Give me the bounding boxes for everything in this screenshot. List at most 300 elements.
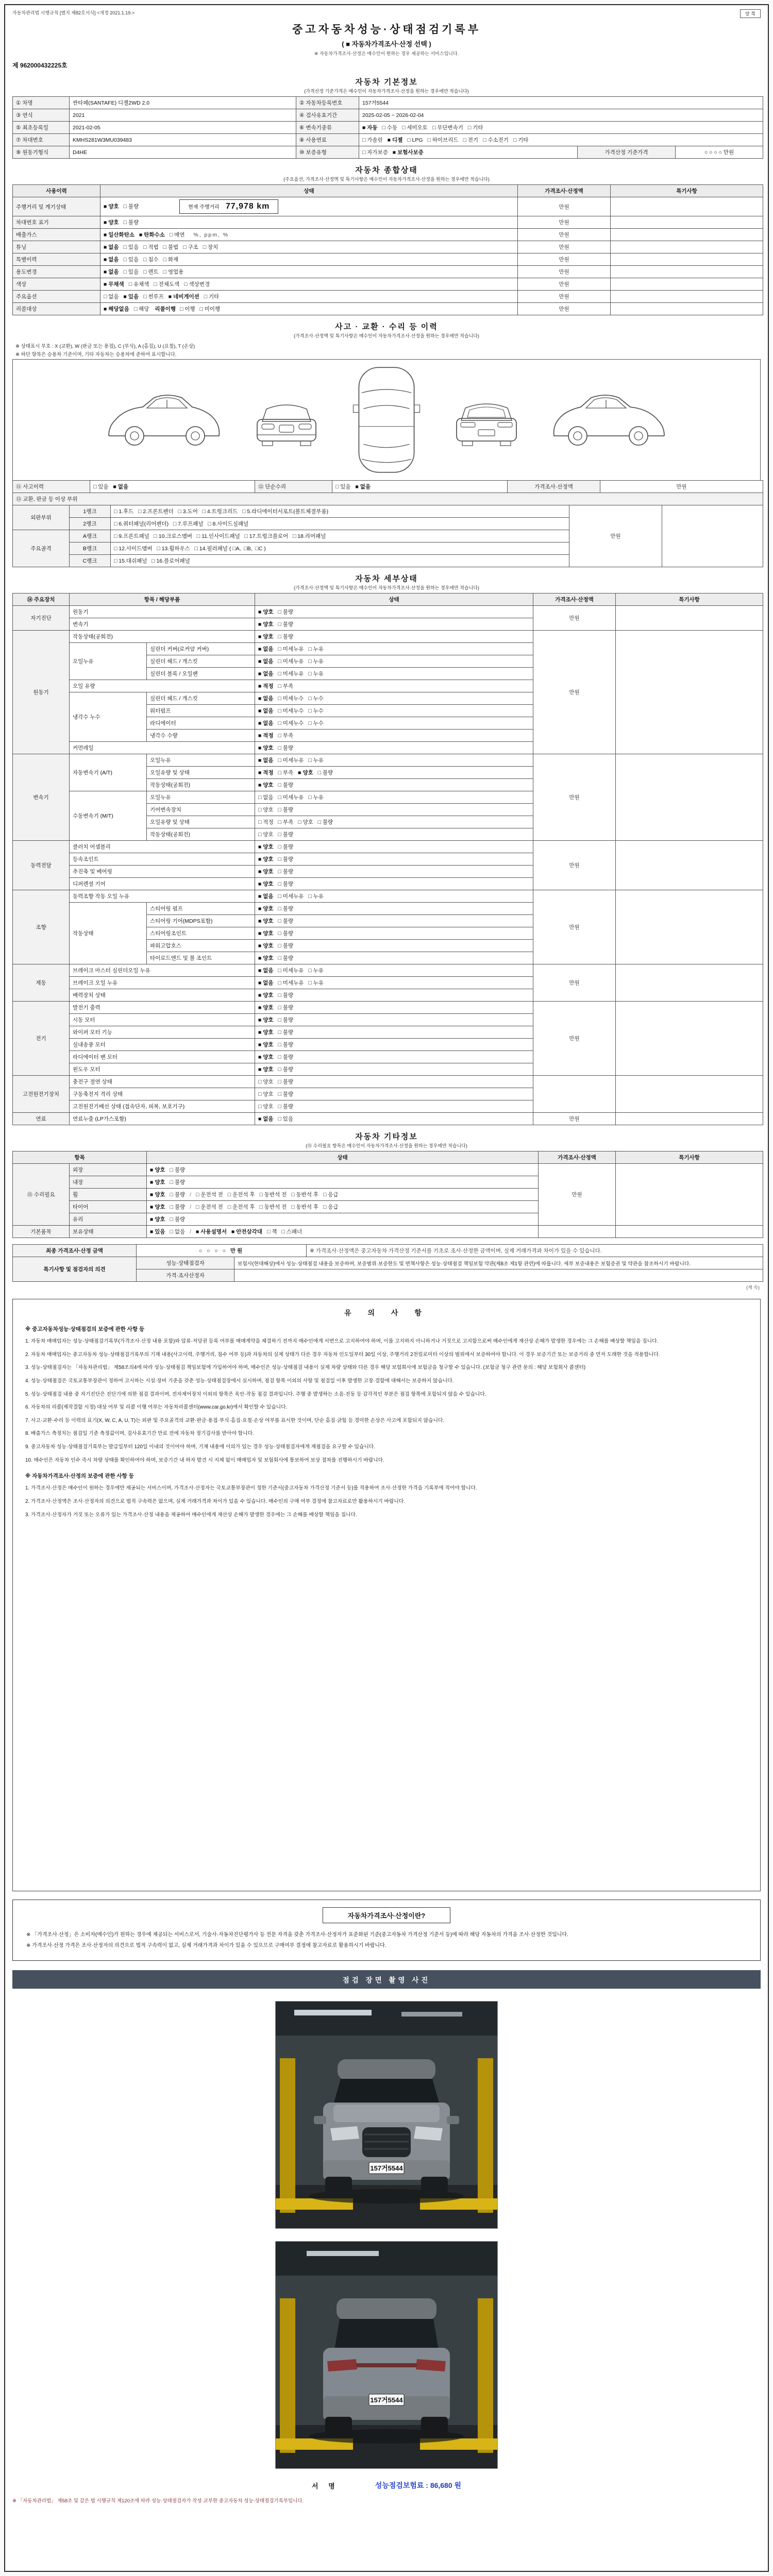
checkbox-option[interactable]: □ 있음: [93, 484, 109, 490]
license-plate-text-front: 157거5544: [370, 2164, 403, 2172]
table-row: [13, 253, 763, 266]
checkbox-option[interactable]: □ 부족: [278, 770, 294, 776]
checkbox-option[interactable]: □ 누유: [308, 757, 324, 764]
checkbox-option[interactable]: □ 색상변경: [184, 281, 210, 287]
state-cell: [255, 631, 533, 643]
checkbox-option[interactable]: ■ 없음: [258, 671, 274, 677]
checkbox-option[interactable]: ■ 양호: [150, 1179, 165, 1185]
price-cell: 만원: [600, 481, 763, 493]
final-price-note: ※ 가격조사·산정액은 중고자동차 가격산정 기준서를 기초로 조사·산정한 금액이며, 실제 거래가격과 차이가 있을 수 있습니다.: [307, 1245, 763, 1257]
checkbox-option[interactable]: □ 응급: [323, 1192, 339, 1198]
checkbox-option[interactable]: ■ 있음: [123, 294, 139, 300]
item-label: 시동 모터: [70, 1014, 255, 1026]
checkbox-option[interactable]: ■ 양호: [258, 1005, 274, 1011]
field-label-vin: ⑦ 차대번호: [13, 134, 70, 146]
checkbox-option[interactable]: □ 운전석 후: [227, 1192, 255, 1198]
checkbox-option[interactable]: □ 불량: [278, 621, 294, 628]
checkbox-option[interactable]: □ 전기: [463, 137, 479, 143]
part-label: 작동상태(공회전): [147, 779, 255, 791]
separator: /: [190, 1229, 192, 1235]
checkbox-option[interactable]: □ 부족: [278, 733, 294, 739]
checkbox-option[interactable]: ■ 없음: [258, 658, 274, 665]
checkbox-option[interactable]: ■ 양호: [258, 906, 274, 912]
checkbox-option[interactable]: □ 불량: [278, 992, 294, 998]
checkbox-option[interactable]: ■ 양호: [258, 1017, 274, 1023]
note-cell: [611, 253, 763, 266]
checkbox-option[interactable]: □ 양호: [258, 1104, 274, 1110]
notes-subtitle-1: ※ 중고자동차성능·상태점검의 보증에 관한 사항 등: [25, 1326, 145, 1332]
checkbox-option[interactable]: □ 있음: [123, 269, 139, 275]
column-header: 상태: [147, 1151, 539, 1164]
checkbox-option[interactable]: ■ 양호: [258, 1042, 274, 1048]
checkbox-option[interactable]: ■ 없음: [258, 980, 274, 986]
checkbox-option[interactable]: ■ 해당없음: [104, 306, 129, 312]
checkbox-option[interactable]: ■ 양호: [258, 634, 274, 640]
checkbox-option[interactable]: ■ 없음: [258, 757, 274, 764]
device-label: 전기: [13, 1002, 70, 1076]
checkbox-option[interactable]: ■ 없음: [258, 893, 274, 900]
checkbox-option[interactable]: ■ 양호: [258, 869, 274, 875]
rank-name: B랭크: [70, 543, 111, 555]
checkbox-option[interactable]: □ 불량: [278, 918, 294, 924]
item-label: 브레이크 마스터 실린더오일 누유: [70, 964, 255, 977]
table-row: [13, 481, 763, 493]
checkbox-option[interactable]: ■ 적정: [258, 770, 274, 776]
page-marker: 앞 쪽: [740, 9, 761, 18]
checkbox-option[interactable]: □ 누유: [308, 646, 324, 652]
note-cell: [616, 1002, 763, 1076]
checkbox-option[interactable]: ■ 양호: [258, 1054, 274, 1060]
checkbox-option[interactable]: □ LPG: [407, 137, 423, 143]
state-cell: [255, 730, 533, 742]
checkbox-option[interactable]: □ 불량: [170, 1216, 186, 1223]
state-cell: [147, 1176, 539, 1189]
checkbox-option[interactable]: □ 화재: [163, 257, 179, 263]
checkbox-option[interactable]: ■ 양호: [258, 1066, 274, 1073]
checkbox-option[interactable]: □ 불량: [278, 1029, 294, 1036]
checkbox-option[interactable]: ■ 양호: [258, 992, 274, 998]
checkbox-option[interactable]: ■ 없음: [258, 1116, 274, 1122]
checkbox-option[interactable]: □ 없음: [104, 294, 119, 300]
item-label: 외장: [70, 1164, 147, 1176]
part-label: 작동상태(공회전): [147, 828, 255, 841]
checkbox-option[interactable]: □ 운전석 전: [196, 1204, 223, 1210]
checkbox-option[interactable]: □ 영업용: [163, 269, 184, 275]
photo-section: [12, 1970, 761, 2493]
column-header: 특기사항: [616, 594, 763, 606]
section-title-overall: 자동차 종합상태: [355, 166, 418, 175]
checkbox-option[interactable]: □ 불량: [123, 219, 139, 226]
section-title-history: 사고 · 교환 · 수리 등 이력: [335, 323, 438, 331]
checkbox-option[interactable]: ■ 양호: [150, 1167, 165, 1173]
vin-value: KMHS281W3MU039483: [70, 134, 296, 146]
checkbox-option[interactable]: ■ 적정: [258, 733, 274, 739]
checkbox-option[interactable]: □ 응급: [323, 1204, 339, 1210]
item-label: 커먼레일: [70, 742, 255, 754]
checkbox-option[interactable]: ■ 양호: [258, 930, 274, 937]
checkbox-option[interactable]: □ 부족: [278, 819, 294, 825]
row-label: 튜닝: [13, 241, 100, 253]
checkbox-option[interactable]: ■ 적정: [258, 683, 274, 689]
item-label: 등속조인트: [70, 853, 255, 866]
checkbox-option[interactable]: ■ 없음: [258, 696, 274, 702]
checkbox-option[interactable]: □ 동반석 전: [259, 1192, 287, 1198]
state-cell: [255, 841, 533, 853]
checkbox-option[interactable]: ■ 양호: [258, 782, 274, 788]
checkbox-option[interactable]: ■ 없음: [113, 484, 129, 490]
checkbox-option[interactable]: □ 누유: [308, 980, 324, 986]
row-label: 주요옵션: [13, 291, 100, 303]
note-item: 6. 자동차의 리콜(제작결함 시정) 대상 여부 및 리콜 이행 여부는 자동차리콜센터(www.car.go.kr)에서 확인할 수 있습니다.: [25, 1404, 288, 1411]
row-label: 주행거리 및 계기상태: [13, 197, 100, 216]
item-label: 동력조향 작동 오일 누유: [70, 890, 255, 903]
checkbox-option[interactable]: □ 불량: [317, 819, 333, 825]
accident-history-options: [90, 481, 255, 493]
checkbox-option[interactable]: □ 미이행: [199, 306, 221, 312]
state-cell: [255, 804, 533, 816]
rank-items: □ 1.후드 □ 2.프론트펜더 □ 3.도어 □ 4.트렁크리드 □ 5.라디에이터서포트(볼트체결부품): [111, 505, 569, 518]
price-cell: [539, 1226, 616, 1238]
checkbox-option[interactable]: □ 유채색: [128, 281, 149, 287]
note-cell: [611, 229, 763, 241]
checkbox-option[interactable]: ■ 안전삼각대: [231, 1229, 262, 1235]
state-cell: [255, 964, 533, 977]
rank-name: 2랭크: [70, 518, 111, 530]
notes-title: 유 의 사 항: [344, 1309, 429, 1317]
device-label: 동력전달: [13, 841, 70, 890]
checkbox-option[interactable]: □ 불량: [278, 1017, 294, 1023]
price-cell: 만원: [518, 229, 611, 241]
checkbox-option[interactable]: □ 불량: [170, 1192, 186, 1198]
note-item: 8. 배출가스 측정치는 점검일 기준 측정값이며, 검사유효기간 만료 전에 자동차 정기검사를 받아야 합니다.: [25, 1431, 254, 1437]
checkbox-option[interactable]: □ 없음: [258, 794, 274, 801]
checkbox-option[interactable]: ■ 양호: [258, 621, 274, 628]
checkbox-option[interactable]: □ 미세누유: [278, 968, 304, 974]
state-cell: [255, 643, 533, 655]
checkbox-option[interactable]: □ 불량: [278, 1091, 294, 1097]
checkbox-option[interactable]: ■ 양호: [150, 1192, 165, 1198]
checkbox-option[interactable]: □ 수소전기: [483, 137, 509, 143]
note-cell: [616, 964, 763, 1002]
price-cell: 만원: [533, 754, 616, 841]
checkbox-option[interactable]: □ 불량: [278, 955, 294, 961]
checkbox-option[interactable]: □ 미세누수: [278, 696, 304, 702]
footer-legal-note: ※ 「자동차관리법」 제58조 및 같은 법 시행규칙 제120조에 따라 성능·상태점검자가 작성·교부한 중고자동차 성능·상태점검기록부입니다.: [12, 2498, 304, 2504]
checkbox-option[interactable]: □ 누수: [308, 708, 324, 714]
checkbox-option[interactable]: □ 양호: [258, 1079, 274, 1085]
checkbox-option[interactable]: ■ 없음: [104, 244, 119, 250]
signature-label[interactable]: 서 명: [311, 2482, 339, 2490]
price-cell: 만원: [533, 1113, 616, 1125]
checkbox-option[interactable]: □ 하이브리드: [427, 137, 459, 143]
checkbox-option[interactable]: □ 불량: [278, 856, 294, 862]
checkbox-option[interactable]: ■ 양호: [298, 770, 313, 776]
item-label: 내장: [70, 1176, 147, 1189]
checkbox-option[interactable]: □ 운전석 전: [196, 1192, 223, 1198]
checkbox-option[interactable]: □ 기타: [513, 137, 529, 143]
checkbox-option[interactable]: □ 불량: [278, 1042, 294, 1048]
checkbox-option[interactable]: ■ 없음: [258, 720, 274, 726]
field-label-engine-type: ⑨ 원동기형식: [13, 146, 70, 159]
checkbox-option[interactable]: □ 있음: [278, 1116, 294, 1122]
checkbox-option[interactable]: □ 불량: [278, 1005, 294, 1011]
checkbox-option[interactable]: □ 불량: [170, 1204, 186, 1210]
state-cell: [100, 278, 518, 291]
checkbox-option[interactable]: □ 적정: [258, 819, 274, 825]
note-cell: [616, 606, 763, 631]
checkbox-option[interactable]: □ 불량: [170, 1179, 186, 1185]
ranks-table-body: [13, 505, 763, 567]
checkbox-option[interactable]: ■ 양호: [258, 881, 274, 887]
checkbox-option[interactable]: ■ 무채색: [104, 281, 124, 287]
table-row: [13, 1164, 763, 1176]
state-cell: [255, 853, 533, 866]
rank-group-label: 외판부위: [13, 505, 70, 530]
checkbox-option[interactable]: □ 기타: [204, 294, 220, 300]
checkbox-option[interactable]: □ 장치: [203, 244, 219, 250]
item-label: 브레이크 오일 누유: [70, 977, 255, 989]
checkbox-option[interactable]: □ 양호: [258, 832, 274, 838]
notes-list-2: [25, 1484, 748, 1519]
title-block: [12, 21, 761, 57]
mileage-box: [179, 199, 278, 214]
document-subnote: ※ 자동차가격조사·산정은 매수인이 원하는 경우 제공하는 서비스입니다.: [314, 51, 459, 56]
checkbox-option[interactable]: □ 불량: [278, 1066, 294, 1073]
state-cell: [255, 952, 533, 964]
price-cell: 만원: [518, 291, 611, 303]
note-cell: [616, 754, 763, 841]
etc-table-body: [13, 1164, 763, 1238]
note-cell: [611, 291, 763, 303]
note-cell: [611, 241, 763, 253]
checkbox-option[interactable]: ■ 양호: [258, 844, 274, 850]
part-label: 오일누유: [147, 754, 255, 767]
checkbox-option[interactable]: □ 동반석 전: [259, 1204, 287, 1210]
checkbox-option[interactable]: □ 불량: [278, 844, 294, 850]
opinion-table-body: [13, 1257, 763, 1282]
checkbox-option[interactable]: □ 해당: [133, 306, 149, 312]
note-cell: [611, 266, 763, 278]
checkbox-option[interactable]: □ 자가보증: [362, 149, 388, 156]
state-cell: [255, 1076, 533, 1088]
state-cell: [255, 1088, 533, 1100]
checkbox-option[interactable]: ■ 양호: [150, 1216, 165, 1223]
checkbox-option[interactable]: □ 렌트: [143, 269, 159, 275]
checkbox-option[interactable]: □ 매연: [169, 232, 185, 238]
checkbox-option[interactable]: □ 부족: [278, 683, 294, 689]
checkbox-option[interactable]: ■ 양호: [258, 918, 274, 924]
state-cell: [255, 618, 533, 631]
item-label: 냉각수 누수: [70, 692, 147, 742]
checkbox-option[interactable]: □ 누유: [308, 893, 324, 900]
checkbox-option[interactable]: □ 양호: [298, 819, 313, 825]
checkbox-option[interactable]: ■ 양호: [104, 203, 119, 210]
checkbox-option[interactable]: □ 누수: [308, 696, 324, 702]
checkbox-option[interactable]: □ 기타: [467, 125, 483, 131]
checkbox-option[interactable]: ■ 양호: [104, 219, 119, 226]
checkbox-option[interactable]: □ 불량: [278, 807, 294, 813]
part-label: 오일유량 및 상태: [147, 767, 255, 779]
checkbox-option[interactable]: ■ 탄화수소: [139, 232, 165, 238]
checkbox-option[interactable]: ■ 없음: [104, 257, 119, 263]
checkbox-option[interactable]: □ 침수: [143, 257, 159, 263]
checkbox-option[interactable]: □ 불량: [123, 203, 139, 210]
note-cell: [616, 1164, 763, 1226]
final-price-table: [12, 1244, 763, 1257]
checkbox-option[interactable]: □ 양호: [258, 1091, 274, 1097]
checkbox-option[interactable]: □ 불량: [278, 1054, 294, 1060]
checkbox-option[interactable]: □ 미세누유: [278, 794, 304, 801]
table-row: [13, 1226, 763, 1238]
checkbox-option[interactable]: □ 누유: [308, 794, 324, 801]
checkbox-option[interactable]: □ 불량: [278, 906, 294, 912]
part-label: 라디에이터: [147, 717, 255, 730]
checkbox-option[interactable]: □ 미세누유: [278, 757, 304, 764]
part-label: 스티어링조인트: [147, 927, 255, 940]
column-header: 특기사항: [611, 185, 763, 197]
checkbox-option[interactable]: ■ 자동: [362, 125, 378, 131]
overall-table-body: [13, 197, 763, 315]
state-cell: [255, 915, 533, 927]
state-cell: [255, 989, 533, 1002]
document-subtitle: ( ■ 자동차가격조사·산정 선택 ): [342, 40, 431, 48]
section-title-detail: 자동차 세부상태: [355, 574, 418, 583]
checkbox-option[interactable]: □ 불량: [317, 770, 333, 776]
checkbox-option[interactable]: □ 미세누수: [278, 720, 304, 726]
top-strip: [12, 9, 761, 18]
state-cell: [255, 927, 533, 940]
checkbox-option[interactable]: □ 구조: [183, 244, 198, 250]
field-label-year: ③ 연식: [13, 109, 70, 122]
checkbox-option[interactable]: □ 적법: [143, 244, 159, 250]
checkbox-option[interactable]: □ 미세누유: [278, 658, 304, 665]
checkbox-option[interactable]: ■ 없음: [355, 484, 371, 490]
table-row: [13, 291, 763, 303]
checkbox-option[interactable]: □ 미세누유: [278, 980, 304, 986]
checkbox-option[interactable]: □ 없음: [170, 1229, 186, 1235]
checkbox-option[interactable]: □ 동반석 후: [291, 1204, 319, 1210]
checkbox-option[interactable]: □ 세미오토: [402, 125, 428, 131]
checkbox-option[interactable]: □ 불량: [278, 1079, 294, 1085]
checkbox-option[interactable]: □ 있음: [123, 257, 139, 263]
checkbox-option[interactable]: ■ 양호: [258, 1029, 274, 1036]
column-header: ⑭ 주요장치: [13, 594, 70, 606]
note-cell: [662, 505, 763, 567]
simple-repair-options: [332, 481, 508, 493]
checkbox-option[interactable]: □ 불법: [163, 244, 179, 250]
checkbox-option[interactable]: □ 누유: [308, 968, 324, 974]
checkbox-option[interactable]: □ 불량: [278, 745, 294, 751]
checkbox-option[interactable]: □ 양호: [258, 807, 274, 813]
state-cell: [255, 903, 533, 915]
checkbox-option[interactable]: □ 불량: [278, 881, 294, 887]
checkbox-option[interactable]: □ 미세누유: [278, 893, 304, 900]
state-cell: [255, 1002, 533, 1014]
table-row: [13, 97, 763, 109]
checkbox-option[interactable]: □ 불량: [278, 869, 294, 875]
checkbox-option[interactable]: □ 불량: [278, 930, 294, 937]
checkbox-option[interactable]: □ 불량: [278, 832, 294, 838]
checkbox-option[interactable]: ■ 양호: [258, 609, 274, 615]
item-label: 발전기 출력: [70, 1002, 255, 1014]
checkbox-option[interactable]: □ 이행: [179, 306, 195, 312]
checkbox-option[interactable]: □ 누수: [308, 720, 324, 726]
checkbox-option[interactable]: □ 불량: [278, 634, 294, 640]
state-cell: [255, 680, 533, 692]
final-price-label: 최종 가격조사·산정 금액: [13, 1245, 137, 1257]
first-registration-value: 2021-02-05: [70, 122, 296, 134]
price-survey-info-box: [12, 1900, 761, 1961]
checkbox-option[interactable]: □ 불량: [278, 609, 294, 615]
checkbox-option[interactable]: ■ 보험사보증: [392, 149, 424, 156]
checkbox-option[interactable]: □ 불량: [170, 1167, 186, 1173]
checkbox-option[interactable]: ■ 일산화탄소: [104, 232, 135, 238]
row-label: 용도변경: [13, 266, 100, 278]
checkbox-option[interactable]: ■ 양호: [258, 943, 274, 949]
checkbox-option[interactable]: □ 전체도색: [154, 281, 180, 287]
state-cell: [255, 940, 533, 952]
price-cell: 만원: [518, 241, 611, 253]
state-cell: [100, 253, 518, 266]
checkbox-option[interactable]: □ 가솔린: [362, 137, 383, 143]
price-cell: 만원: [533, 1002, 616, 1076]
checkbox-option[interactable]: □ 무단변속기: [432, 125, 463, 131]
checkbox-option[interactable]: ■ 양호: [258, 745, 274, 751]
checkbox-option[interactable]: □ 불량: [278, 1104, 294, 1110]
table-row: [13, 303, 763, 315]
item-label: 작동상태(공회전): [70, 631, 255, 643]
checkbox-option[interactable]: □ 잭: [267, 1229, 277, 1235]
checkbox-option[interactable]: ■ 디젤: [387, 137, 403, 143]
state-cell: [255, 878, 533, 890]
checkbox-option[interactable]: ■ 없음: [258, 968, 274, 974]
checkbox-option[interactable]: □ 누유: [308, 658, 324, 665]
checkbox-option[interactable]: ■ 없음: [258, 646, 274, 652]
checkbox-option[interactable]: □ 썬루프: [143, 294, 164, 300]
item-label: 라디에이터 팬 모터: [70, 1051, 255, 1063]
checkbox-option[interactable]: ■ 있음: [150, 1229, 165, 1235]
checkbox-option[interactable]: ■ 없음: [258, 708, 274, 714]
section-note-basic: (가격산정 기준가격은 매수인이 자동차가격조사·산정을 원하는 경우에만 적습니다): [304, 89, 469, 94]
checkbox-option[interactable]: □ 누유: [308, 671, 324, 677]
table-header-row: [13, 1151, 763, 1164]
checkbox-option[interactable]: □ 수동: [382, 125, 398, 131]
checkbox-option[interactable]: □ 동반석 후: [291, 1192, 319, 1198]
checkbox-option[interactable]: ■ 양호: [150, 1204, 165, 1210]
inspector-opinion-text: [234, 1269, 763, 1282]
state-cell: [255, 828, 533, 841]
checkbox-option[interactable]: ■ 네비게이션: [168, 294, 199, 300]
base-price-value: ○ ○ ○ ○ 만원: [676, 146, 763, 159]
checkbox-option[interactable]: ■ 사용설명서: [196, 1229, 227, 1235]
checkbox-option[interactable]: ■ 양호: [258, 856, 274, 862]
checkbox-option[interactable]: □ 미세누유: [278, 671, 304, 677]
checkbox-option[interactable]: □ 불량: [278, 782, 294, 788]
checkbox-option[interactable]: □ 미세누수: [278, 708, 304, 714]
checkbox-option[interactable]: □ 미세누유: [278, 646, 304, 652]
checkbox-option[interactable]: □ 있음: [335, 484, 351, 490]
checkbox-option[interactable]: ■ 양호: [258, 955, 274, 961]
transmission-options: [359, 122, 763, 134]
checkbox-option[interactable]: □ 불량: [278, 943, 294, 949]
checkbox-option[interactable]: □ 스패너: [281, 1229, 303, 1235]
checkbox-option[interactable]: □ 운전석 후: [227, 1204, 255, 1210]
checkbox-option[interactable]: ■ 없음: [104, 269, 119, 275]
part-label: 파워고압호스: [147, 940, 255, 952]
state-cell: [100, 197, 518, 216]
checkbox-option[interactable]: □ 있음: [123, 244, 139, 250]
part-label: 기어변속장치: [147, 804, 255, 816]
